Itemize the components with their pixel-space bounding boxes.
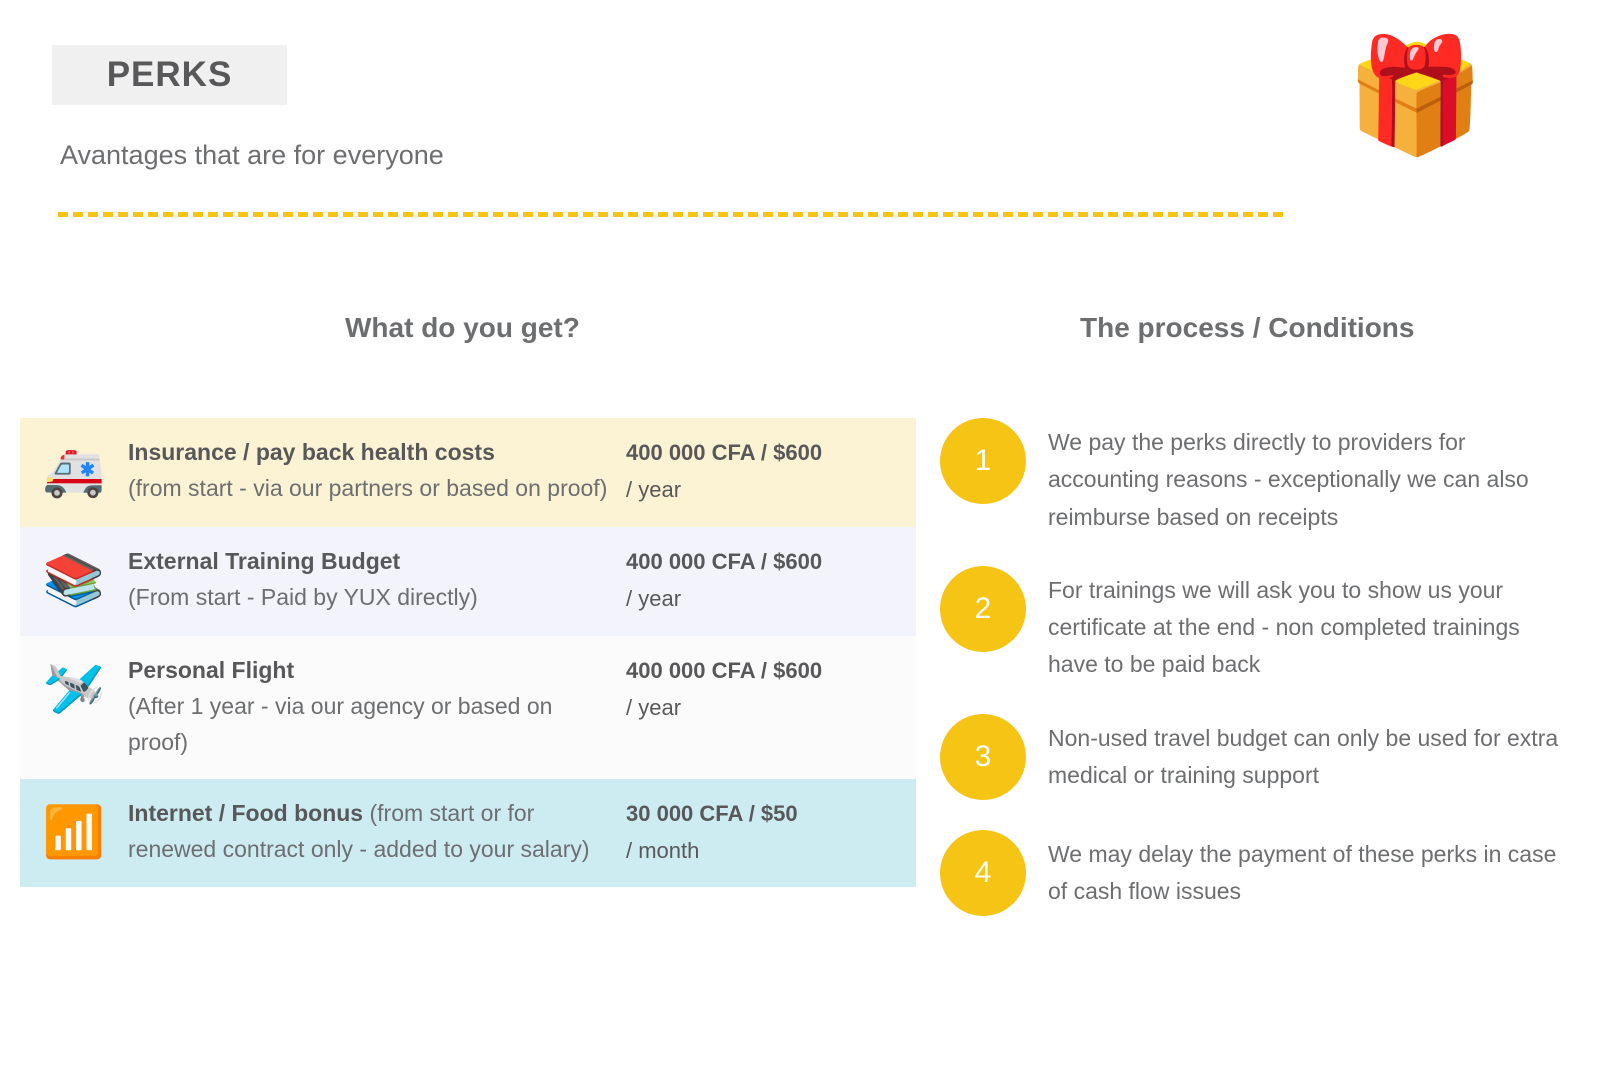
- perk-amount-value: 30 000 CFA / $50: [626, 800, 798, 826]
- perk-amount: [626, 652, 916, 727]
- step-number-badge: 1: [940, 418, 1026, 504]
- perk-amount: [626, 434, 916, 509]
- airplane-icon: 🛩️: [42, 660, 106, 717]
- step-number-badge: 3: [940, 714, 1026, 800]
- process-list: [940, 418, 1560, 946]
- perk-amount-period: / year: [626, 694, 682, 720]
- step-text: For trainings we will ask you to show us your certificate at the end - non completed trainings have to be paid back: [1048, 576, 1520, 678]
- list-item: [940, 830, 1560, 916]
- perk-description: (After 1 year - via our agency or based on proof): [128, 692, 553, 756]
- table-row: [20, 527, 916, 636]
- ambulance-icon: 🚑: [42, 443, 106, 499]
- perk-text: [128, 795, 626, 868]
- table-row: [20, 779, 916, 888]
- step-number-badge: 4: [940, 830, 1026, 916]
- perk-amount-period: / year: [626, 477, 682, 503]
- perk-amount: [626, 795, 916, 870]
- step-number-badge: 2: [940, 566, 1026, 652]
- perk-text: [128, 652, 626, 761]
- perk-title: External Training Budget: [128, 547, 401, 574]
- perk-description: (from start - via our partners or based on proof): [128, 475, 608, 502]
- page-title-badge: [52, 45, 287, 105]
- page-subtitle: Avantages that are for everyone: [60, 140, 444, 170]
- step-text: We pay the perks directly to providers for accounting reasons - exceptionally we can also reimburse based on receipts: [1048, 429, 1529, 530]
- left-column-heading: What do you get?: [345, 312, 580, 343]
- step-text: We may delay the payment of these perks in case of cash flow issues: [1048, 840, 1557, 904]
- dashed-divider: [58, 212, 1283, 217]
- perk-description: (From start - Paid by YUX directly): [128, 584, 478, 611]
- perk-amount-period: / year: [626, 586, 682, 612]
- page-title: PERKS: [106, 55, 233, 94]
- perk-amount-period: / month: [626, 837, 700, 863]
- list-item: [940, 418, 1560, 536]
- table-row: [20, 418, 916, 527]
- perk-amount-value: 400 000 CFA / $600: [626, 657, 823, 683]
- right-column-heading: The process / Conditions: [1080, 312, 1415, 343]
- perk-title: Insurance / pay back health costs: [128, 439, 495, 465]
- table-row: [20, 636, 916, 779]
- page-header: [0, 0, 1600, 240]
- perk-amount: [626, 543, 916, 618]
- perk-title-note: (from start or for renewed contract only - added to your salary): [128, 799, 590, 862]
- perk-text: [128, 543, 626, 616]
- step-text: Non-used travel budget can only be used for extra medical or training support: [1048, 724, 1559, 788]
- signal-bars-icon: 📶: [42, 803, 106, 860]
- perk-title: Internet / Food bonus (from start or for renewed contract only - added to your salary): [128, 799, 590, 862]
- perks-table: [20, 418, 916, 887]
- perk-amount-value: 400 000 CFA / $600: [626, 440, 823, 465]
- perk-title: Personal Flight: [128, 656, 295, 683]
- gift-icon: 🎁: [1345, 33, 1485, 158]
- perk-text: [128, 434, 626, 507]
- books-icon: 📚: [42, 551, 106, 608]
- list-item: [940, 714, 1560, 800]
- perk-amount-value: 400 000 CFA / $600: [626, 548, 823, 574]
- list-item: [940, 566, 1560, 684]
